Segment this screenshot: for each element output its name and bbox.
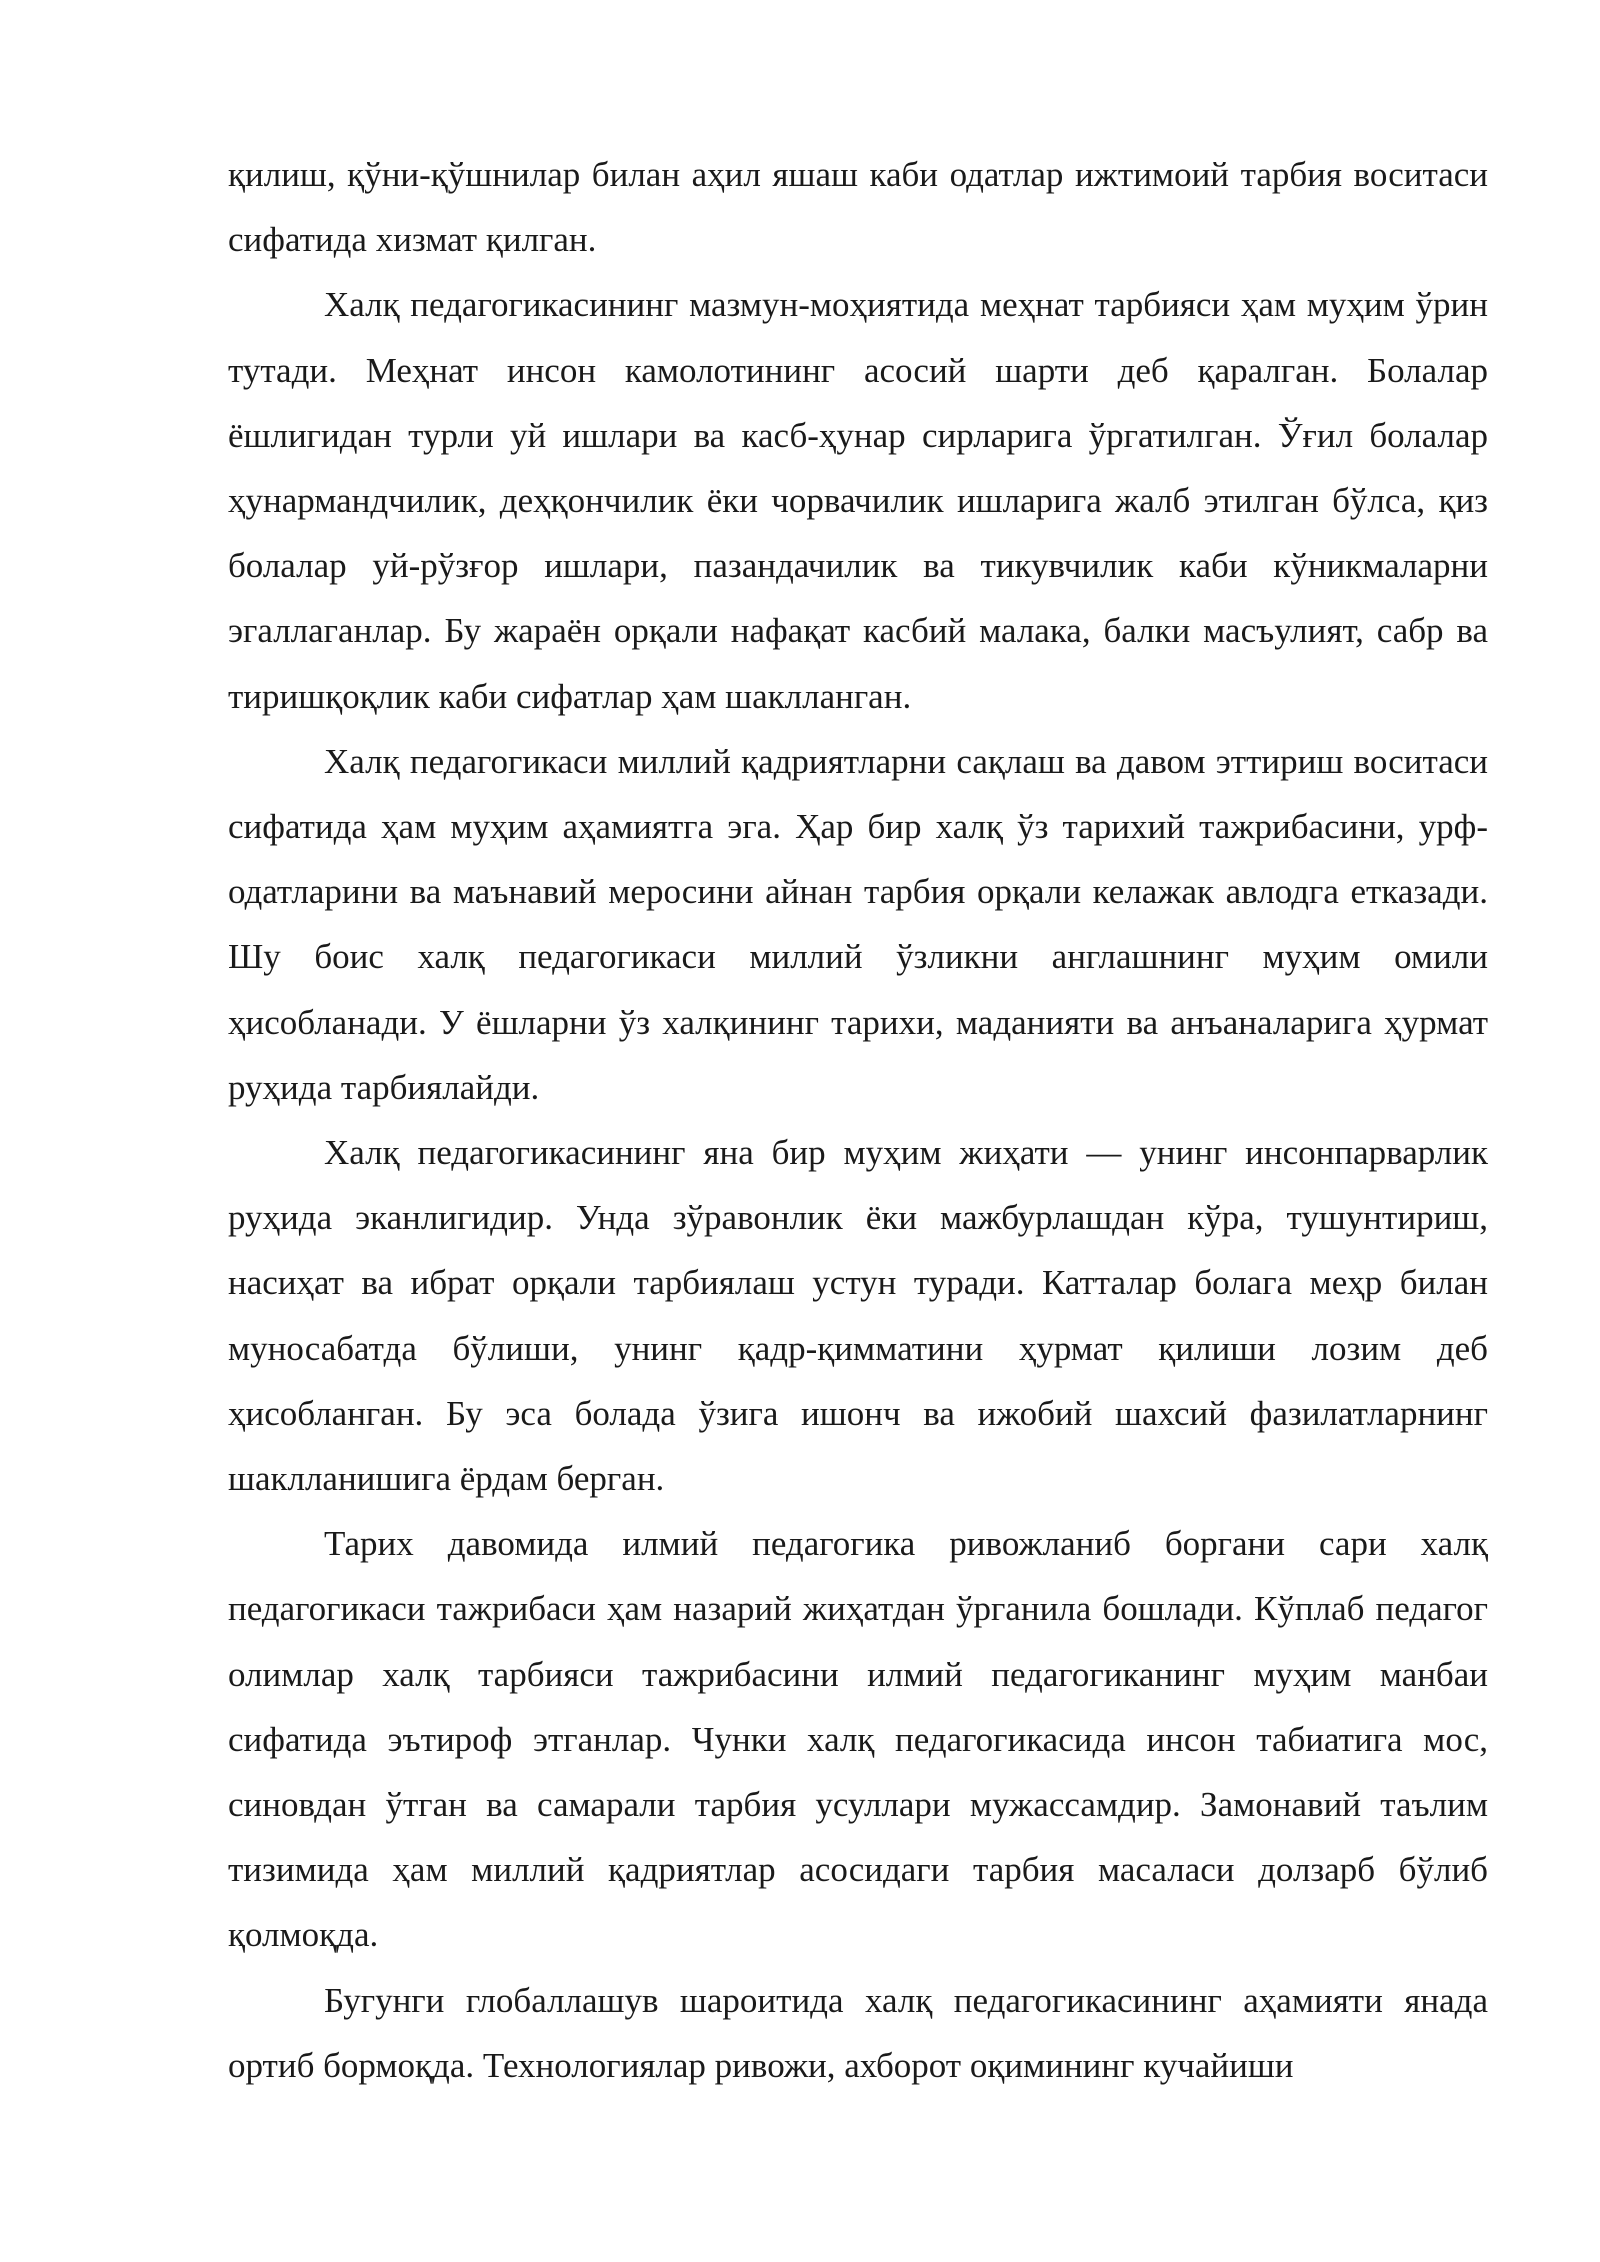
paragraph-4: Халқ педагогикасининг яна бир муҳим жиҳати — унинг инсонпарварлик руҳида эканлигидир. Унда зўравонлик ёки мажбурлашдан кўра, тушунтириш, насиҳат ва ибрат орқали тарбиялаш устун туради. Катталар болага меҳр билан муносабатда бўлиши, унинг қадр-қимматини ҳурмат қилиши лозим деб ҳисобланган. Бу эса болада ўзига ишонч ва ижобий шахсий фазилатларнинг шаклланишига ёрдам берган. (228, 1133, 1488, 1499)
paragraph-6: Бугунги глобаллашув шароитида халқ педагогикасининг аҳамияти янада ортиб бормоқда. Технологиялар ривожи, ахборот оқимининг кучайиши (228, 1980, 1488, 2085)
paragraph-3: Халқ педагогикаси миллий қадриятларни сақлаш ва давом эттириш воситаси сифатида ҳам муҳим аҳамиятга эга. Ҳар бир халқ ўз тарихий тажрибасини, урф-одатларини ва маънавий меросини айнан тарбия орқали келажак авлодга етказади. Шу боис халқ педагогикаси миллий ўзликни англашнинг муҳим омили ҳисобланади. У ёшларни ўз халқининг тарихи, маданияти ва анъаналарига ҳурмат руҳида тарбиялайди. (228, 741, 1488, 1107)
document-body (228, 142, 1488, 2098)
paragraph-1: қилиш, қўни-қўшнилар билан аҳил яшаш каби одатлар ижтимоий тарбия воситаси сифатида хизмат қилган. (228, 155, 1488, 260)
paragraph-2: Халқ педагогикасининг мазмун-моҳиятида меҳнат тарбияси ҳам муҳим ўрин тутади. Меҳнат инсон камолотининг асосий шарти деб қаралган. Болалар ёшлигидан турли уй ишлари ва касб-ҳунар сирларига ўргатилган. Ўғил болалар ҳунармандчилик, деҳқончилик ёки чорвачилик ишларига жалб этилган бўлса, қиз болалар уй-рўзғор ишлари, пазандачилик ва тикувчилик каби кўникмаларни эгаллаганлар. Бу жараён орқали нафақат касбий малака, балки масъулият, сабр ва тиришқоқлик каби сифатлар ҳам шаклланган. (228, 285, 1488, 716)
paragraph-5: Тарих давомида илмий педагогика ривожланиб боргани сари халқ педагогикаси тажрибаси ҳам назарий жиҳатдан ўрганила бошлади. Кўплаб педагог олимлар халқ тарбияси тажрибасини илмий педагогиканинг муҳим манбаи сифатида эътироф этганлар. Чунки халқ педагогикасида инсон табиатига мос, синовдан ўтган ва самарали тарбия усуллари мужассамдир. Замонавий таълим тизимида ҳам миллий қадриятлар асосидаги тарбия масаласи долзарб бўлиб қолмоқда. (228, 1524, 1488, 1955)
